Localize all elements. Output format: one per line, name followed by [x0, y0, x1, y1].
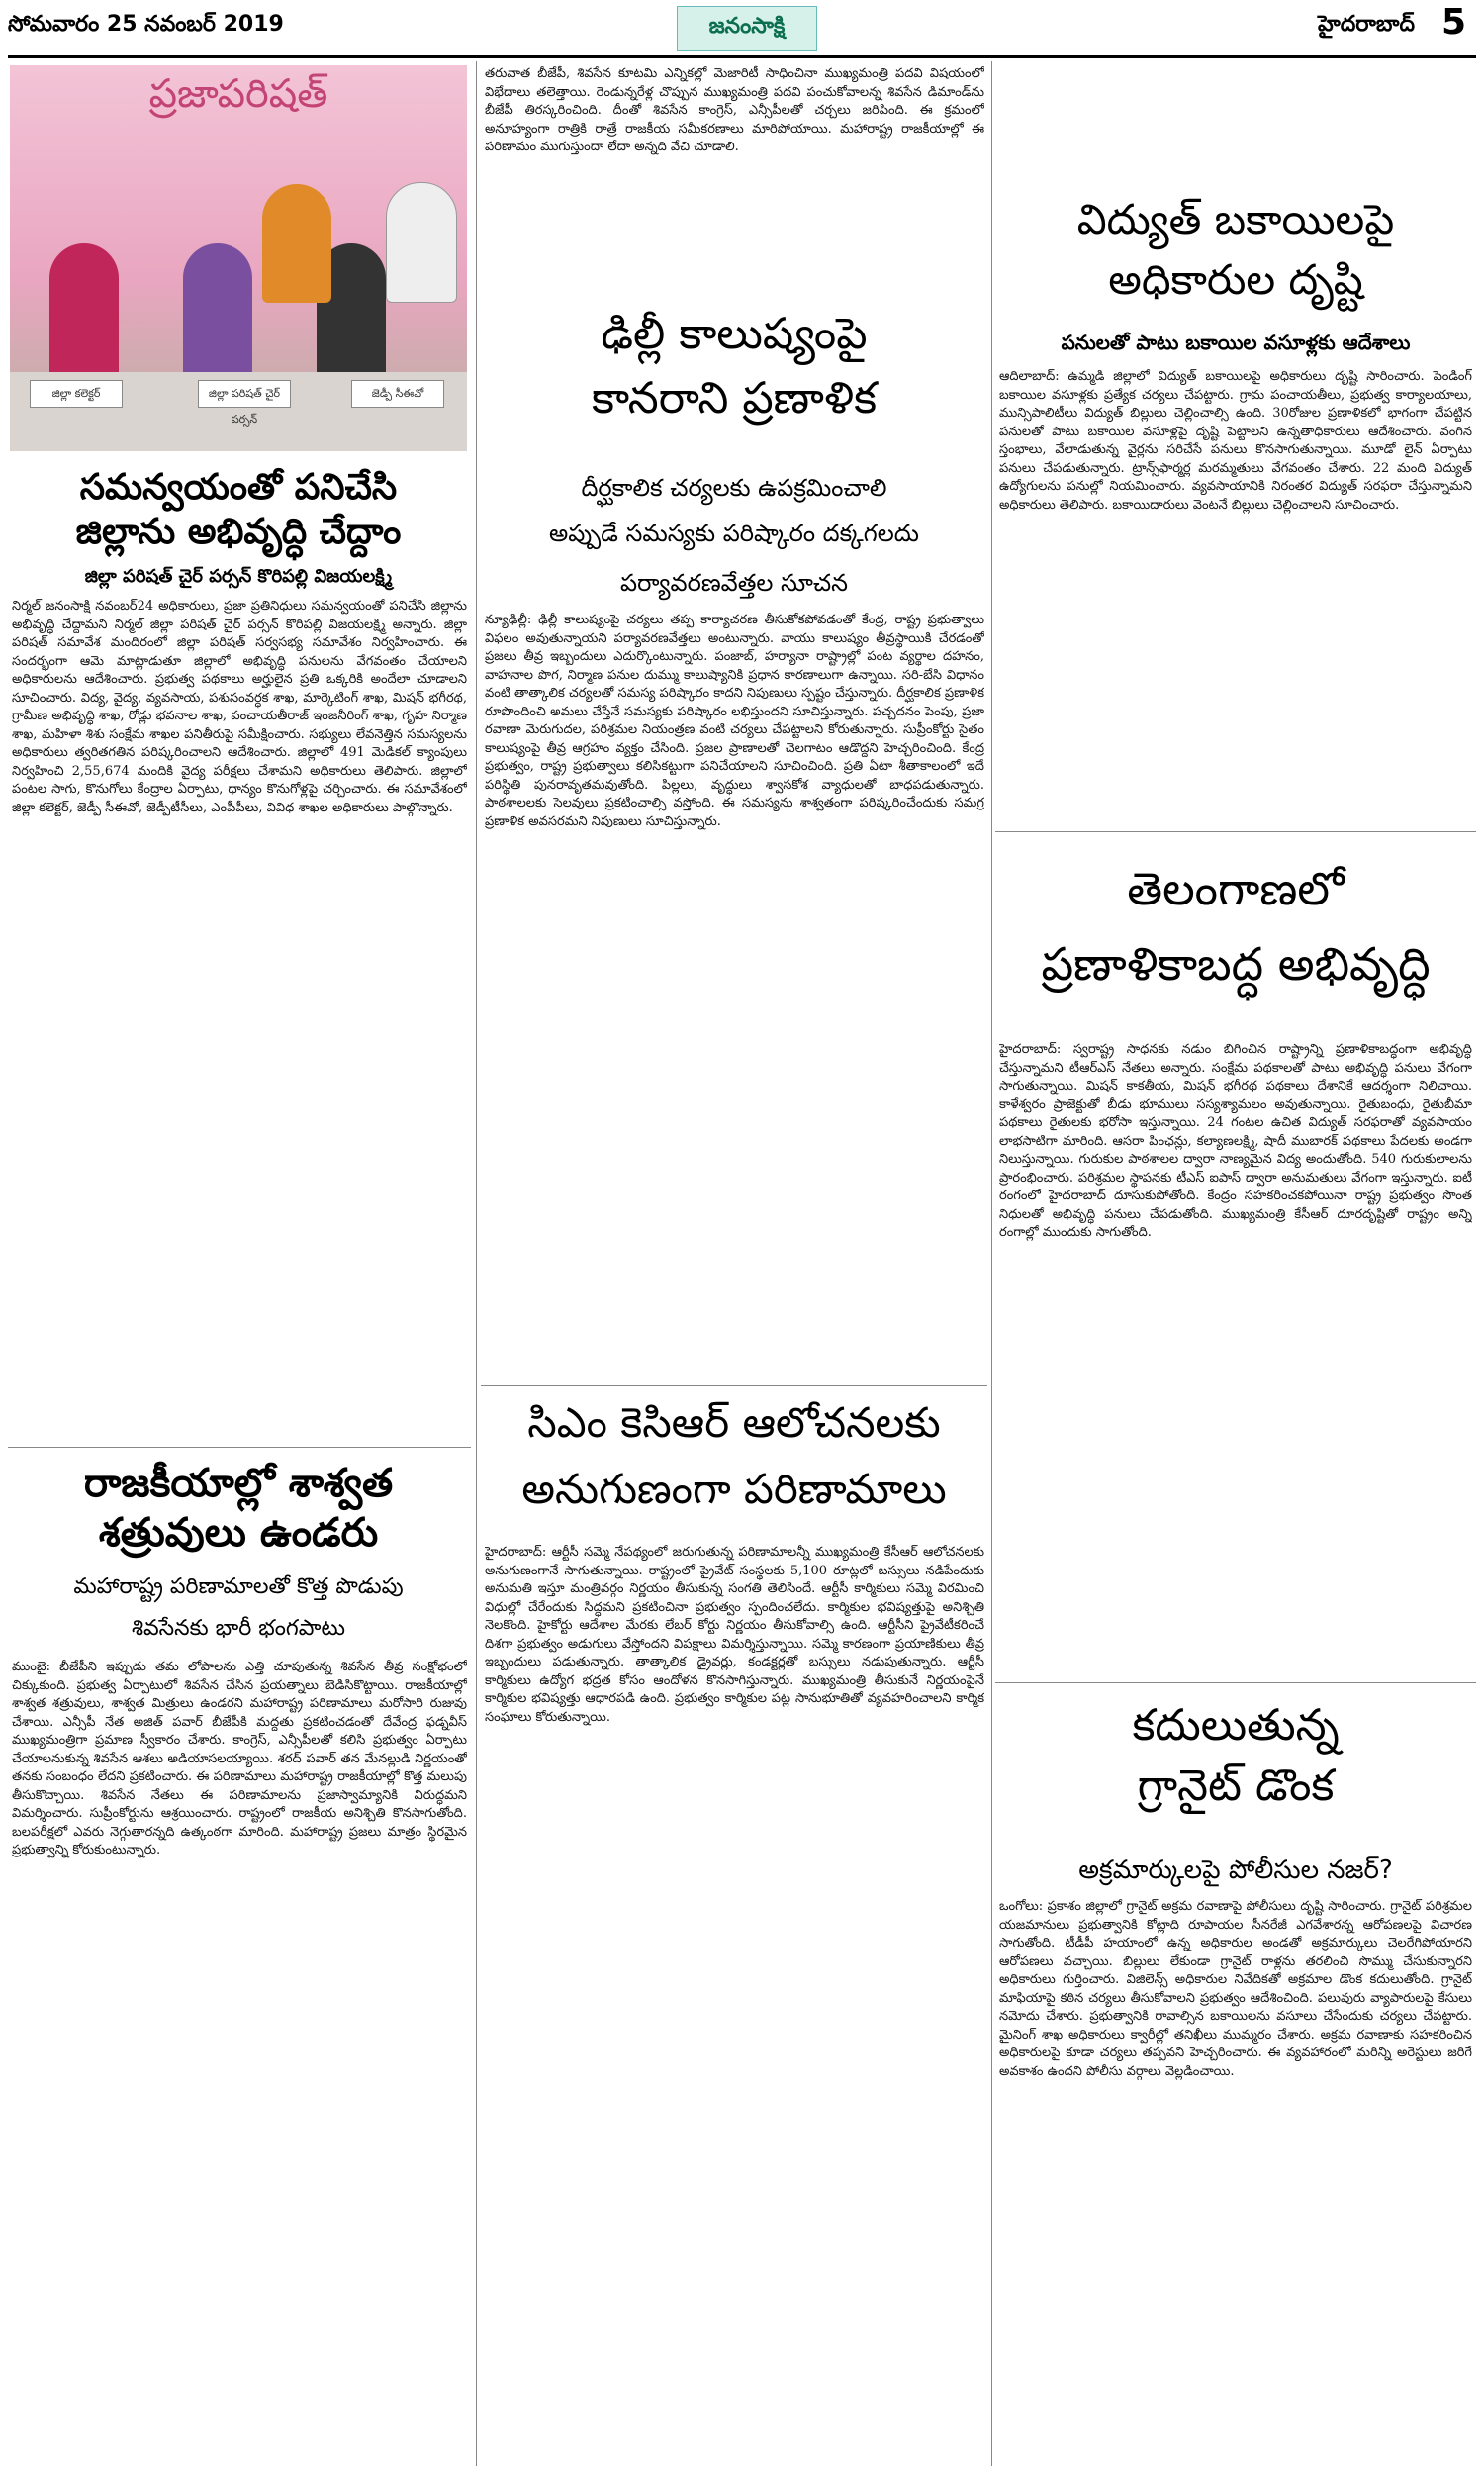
subhead-delhi-1: దీర్ఘకాలిక చర్యలకు ఉపక్రమించాలి — [581, 474, 887, 502]
person-figure — [262, 184, 331, 303]
headline-samanvayam — [8, 465, 469, 554]
headline-line: ప్రణాళికాబద్ధ అభివృద్ధి — [1041, 936, 1431, 991]
article-body-shatruvulu: ముంబై: బీజేపీని ఇప్పుడు తమ లోపాలను ఎత్తి చూపుతున్న శివసేన తీవ్ర సంక్షోభంలో చిక్కుకుంది. ప్రభుత్వ ఏర్పాటులో శివసేన చేసిన ప్రయత్నాలు బెడిసికొట్టాయి. రాజకీయాల్లో శాశ్వత శత్రువులు, శాశ్వత మిత్రులు ఉండరని మహారాష్ట్ర పరిణామాలు మరోసారి రుజువు చేశాయి. ఎన్సీపీ నేత అజిత్ పవార్ బీజేపీకి మద్దతు ప్రకటించడంతో దేవేంద్ర ఫడ్నవీస్ ముఖ్యమంత్రిగా ప్రమాణ స్వీకారం చేశారు. కాంగ్రెస్, ఎన్సీపీలతో కలిసి ప్రభుత్వం ఏర్పాటు చేయాలనుకున్న శివసేన ఆశలు అడియాసలయ్యాయి. శరద్ పవార్ తన మేనల్లుడి నిర్ణయంతో తనకు సంబంధం లేదని ప్రకటించారు. ఈ పరిణామాలు మహారాష్ట్ర రాజకీయాల్లో కొత్త మలుపు తీసుకొచ్చాయి. శివసేన నేతలు ఈ పరిణామాలను ప్రజాస్వామ్యానికి విరుద్ధమని విమర్శించారు. సుప్రీంకోర్టును ఆశ్రయించారు. రాష్ట్రంలో రాజకీయ అనిశ్చితి కొనసాగుతోంది. బలపరీక్షలో ఎవరు నెగ్గుతారన్నది ఉత్కంఠగా మారింది. మహారాష్ట్ర ప్రజలు మాత్రం స్థిరమైన ప్రభుత్వాన్ని కోరుకుంటున్నారు. — [12, 1660, 467, 1857]
page-number: 5 — [1440, 2, 1466, 43]
article-body-continuation: తరువాత బీజేపీ, శివసేన కూటమి ఎన్నికల్లో మెజారిటీ సాధించినా ముఖ్యమంత్రి పదవి విషయంలో విభేదాలు తలెత్తాయి. రెండున్నరేళ్ల చొప్పున ముఖ్యమంత్రి పదవి పంచుకోవాలన్న శివసేన డిమాండ్‌ను బీజేపీ తిరస్కరించింది. దీంతో శివసేన కాంగ్రెస్, ఎన్సీపీలతో చర్చలు జరిపింది. ఈ క్రమంలో అనూహ్యంగా రాత్రికి రాత్రే రాజకీయ సమీకరణాలు మారిపోయాయి. మహారాష్ట్ర రాజకీయాల్లో ఈ పరిణామం ముగుస్తుందా లేదా అన్నది వేచి చూడాలి. — [485, 66, 984, 154]
subhead-shatruvulu-2: శివసేనకు భారీ భంగపాటు — [131, 1616, 346, 1641]
headline-line: రాజకీయాల్లో శాశ్వత — [83, 1461, 394, 1506]
event-photo — [10, 65, 467, 451]
headline-line: అధికారుల దృష్టి — [1108, 254, 1363, 304]
headline-line: విద్యుత్ బకాయిలపై — [1076, 195, 1395, 243]
article-body-samanvayam: నిర్మల్ జనంసాక్షి నవంబర్24 అధికారులు, ప్రజా ప్రతినిధులు సమన్వయంతో పనిచేసి జిల్లాను అభివృద్ధి చేద్దామని నిర్మల్ జిల్లా పరిషత్ చైర్ పర్సన్ కొరిపల్లి విజయలక్ష్మి అన్నారు. జిల్లా పరిషత్ సమావేశ మందిరంలో జిల్లా పరిషత్ సర్వసభ్య సమావేశం నిర్వహించారు. ఈ సందర్భంగా ఆమె మాట్లాడుతూ జిల్లాలో అభివృద్ధి పనులను వేగవంతం చేయాలని అధికారులను ఆదేశించారు. ప్రభుత్వ పథకాలు అర్హులైన ప్రతి ఒక్కరికి అందేలా చూడాలని సూచించారు. విద్య, వైద్య, వ్యవసాయ, పశుసంవర్ధక శాఖ, మార్కెటింగ్ శాఖ, మిషన్ భగీరథ, గ్రామీణ అభివృద్ధి శాఖ, రోడ్లు భవనాల శాఖ, పంచాయతీరాజ్ ఇంజనీరింగ్ శాఖ, గృహ నిర్మాణ శాఖ, మహిళా శిశు సంక్షేమ శాఖల పనితీరుపై సమీక్షించారు. సభ్యులు లేవనెత్తిన సమస్యలను అధికారులు త్వరితగతిన పరిష్కరించాలని ఆదేశించారు. జిల్లాలో 491 మెడికల్ క్యాంపులు నిర్వహించి 2,55,674 మందికి వైద్య పరీక్షలు చేశామని అధికారులు తెలిపారు. జిల్లాలో పంటల సాగు, కొనుగోలు కేంద్రాల ఏర్పాటు, ధాన్యం కొనుగోళ్లపై చర్చించారు. ఈ సమావేశంలో జిల్లా కలెక్టర్, జెడ్పీ సీఈవో, జెడ్పీటీసీలు, ఎంపీపీలు, వివిధ శాఖల అధికారులు పాల్గొన్నారు. — [12, 599, 467, 815]
person-figure — [386, 182, 457, 303]
subhead-shatruvulu-1: మహారాష్ట్ర పరిణామాలతో కొత్త పొడుపు — [73, 1574, 404, 1599]
nameplate: జెడ్పీ సీఈవో — [351, 380, 444, 408]
issue-date: సోమవారం 25 నవంబర్ 2019 — [8, 12, 284, 37]
article-body-kcr: హైదరాబాద్: ఆర్టీసీ సమ్మె నేపథ్యంలో జరుగుతున్న పరిణామాలన్నీ ముఖ్యమంత్రి కేసీఆర్ ఆలోచనలకు అనుగుణంగానే సాగుతున్నాయి. రాష్ట్రంలో ప్రైవేట్ సంస్థలకు 5,100 రూట్లలో బస్సులు నడిపేందుకు అనుమతి ఇస్తూ మంత్రివర్గం నిర్ణయం తీసుకున్న సంగతి తెలిసిందే. ఆర్టీసీ కార్మికులు సమ్మె విరమించి విధుల్లో చేరేందుకు సిద్ధమని ప్రకటించినా ప్రభుత్వం స్పందించలేదు. కార్మికుల భవిష్యత్తుపై అనిశ్చితి నెలకొంది. హైకోర్టు ఆదేశాల మేరకు లేబర్ కోర్టు నిర్ణయం తీసుకోవాల్సి ఉంది. ఆర్టీసీని ప్రైవేటీకరించే దిశగా ప్రభుత్వం అడుగులు వేస్తోందని విపక్షాలు విమర్శిస్తున్నాయి. సమ్మె కారణంగా ప్రయాణికులు తీవ్ర ఇబ్బందులు పడుతున్నారు. తాత్కాలిక డ్రైవర్లు, కండక్టర్లతో బస్సులు నడుపుతున్నారు. ఆర్టీసీ కార్మికులు ఉద్యోగ భద్రత కోసం ఆందోళన కొనసాగిస్తున్నారు. ముఖ్యమంత్రి తీసుకునే నిర్ణయంపైనే కార్మికుల భవిష్యత్తు ఆధారపడి ఉంది. ప్రభుత్వం కార్మికుల పట్ల సానుభూతితో వ్యవహరించాలని కార్మిక సంఘాలు కోరుతున్నాయి. — [485, 1545, 984, 1725]
headline-telangana — [995, 861, 1476, 993]
headline-granite — [995, 1698, 1476, 1813]
headline-delhi — [481, 307, 987, 426]
headline-line: సమన్వయంతో పనిచేసి — [79, 467, 398, 508]
headline-line: జిల్లాను అభివృద్ధి చేద్దాం — [75, 512, 402, 552]
photo-banner-text: ప్రజాపరిషత్ — [148, 71, 328, 117]
newspaper-logo: జనంసాక్షి — [677, 6, 817, 51]
column-divider — [991, 61, 992, 2466]
masthead-rule — [8, 55, 1476, 58]
person-figure — [49, 243, 119, 392]
article-body-telangana: హైదరాబాద్: స్వరాష్ట్ర సాధనకు నడుం బిగించిన రాష్ట్రాన్ని ప్రణాళికాబద్ధంగా అభివృద్ధి చేస్తున్నామని టీఆర్ఎస్ నేతలు అన్నారు. సంక్షేమ పథకాలతో పాటు అభివృద్ధి పనులు వేగంగా సాగుతున్నాయి. మిషన్ కాకతీయ, మిషన్ భగీరథ పథకాలు దేశానికే ఆదర్శంగా నిలిచాయి. కాళేశ్వరం ప్రాజెక్టుతో బీడు భూములు సస్యశ్యామలం అవుతున్నాయి. రైతుబంధు, రైతుబీమా పథకాలు రైతులకు భరోసా ఇస్తున్నాయి. 24 గంటల ఉచిత విద్యుత్ సరఫరాతో వ్యవసాయం లాభసాటిగా మారింది. ఆసరా పింఛన్లు, కల్యాణలక్ష్మి, షాదీ ముబారక్ పథకాలు పేదలకు అండగా నిలుస్తున్నాయి. గురుకుల పాఠశాలల ద్వారా నాణ్యమైన విద్య అందుతోంది. 540 గురుకులాలను ప్రారంభించారు. పరిశ్రమల స్థాపనకు టీఎస్ ఐపాస్ ద్వారా అనుమతులు వేగంగా ఇస్తున్నారు. ఐటీ రంగంలో హైదరాబాద్ దూసుకుపోతోంది. కేంద్రం సహకరించకపోయినా రాష్ట్ర ప్రభుత్వం సొంత నిధులతో అభివృద్ధి పనులు చేపడుతోంది. ముఖ్యమంత్రి కేసీఆర్ దూరదృష్టితో రాష్ట్రం అన్ని రంగాల్లో ముందుకు సాగుతోంది. — [999, 1042, 1472, 1240]
headline-line: అనుగుణంగా పరిణామాలు — [521, 1464, 947, 1513]
section-divider — [481, 1385, 987, 1386]
subhead-delhi-3: పర్యావరణవేత్తల సూచన — [619, 569, 848, 597]
subhead-samanvayam: జిల్లా పరిషత్ చైర్ పర్సన్ కొరిపల్లి విజయలక్ష్మి — [84, 566, 393, 587]
headline-line: సిఎం కెసిఆర్ ఆలోచనలకు — [527, 1398, 941, 1447]
article-body-delhi: న్యూఢిల్లీ: ఢిల్లీ కాలుష్యంపై చర్యలు తప్ప కార్యాచరణ తీసుకోకపోవడంతో కేంద్ర, రాష్ట్ర ప్రభుత్వాలు విఫలం అవుతున్నాయని పర్యావరణవేత్తలు అంటున్నారు. వాయు కాలుష్యం తీవ్రస్థాయికి చేరడంతో ప్రజలు తీవ్ర ఇబ్బందులు ఎదుర్కొంటున్నారు. పంజాబ్, హర్యానా రాష్ట్రాల్లో పంట వ్యర్థాల దహనం, వాహనాల పొగ, నిర్మాణ పనుల దుమ్ము కాలుష్యానికి ప్రధాన కారణాలుగా ఉన్నాయి. సరి-బేసి విధానం వంటి తాత్కాలిక చర్యలతో సమస్య పరిష్కారం కాదని నిపుణులు స్పష్టం చేస్తున్నారు. దీర్ఘకాలిక ప్రణాళిక రూపొందించి అమలు చేస్తేనే సమస్యకు పరిష్కారం లభిస్తుందని సూచిస్తున్నారు. పచ్చదనం పెంపు, ప్రజా రవాణా మెరుగుదల, పరిశ్రమల నియంత్రణ వంటి చర్యలు చేపట్టాలని కోరుతున్నారు. సుప్రీంకోర్టు సైతం కాలుష్యంపై తీవ్ర ఆగ్రహం వ్యక్తం చేసింది. ప్రజల ప్రాణాలతో చెలగాటం ఆడొద్దని హెచ్చరించింది. కేంద్ర ప్రభుత్వం, రాష్ట్ర ప్రభుత్వాలు కలిసికట్టుగా పనిచేయాలని సూచించింది. ప్రతి ఏటా శీతాకాలంలో ఇదే పరిస్థితి పునరావృతమవుతోంది. పిల్లలు, వృద్ధులు శ్వాసకోశ వ్యాధులతో బాధపడుతున్నారు. పాఠశాలలకు సెలవులు ప్రకటించాల్సి వస్తోంది. ఈ సమస్యను శాశ్వతంగా పరిష్కరించేందుకు సమగ్ర ప్రణాళిక అవసరమని నిపుణులు సూచిస్తున్నారు. — [485, 613, 984, 829]
subhead-delhi-2: అప్పుడే సమస్యకు పరిష్కారం దక్కగలదు — [549, 520, 919, 547]
subhead-granite: అక్రమార్కులపై పోలీసుల నజర్? — [1078, 1856, 1393, 1885]
headline-line: కానరాని ప్రణాళిక — [591, 373, 878, 424]
edition-city: హైదరాబాద్ — [1318, 12, 1415, 37]
section-divider — [8, 1447, 471, 1448]
nameplate: జిల్లా పరిషత్ చైర్ పర్సన్ — [198, 380, 291, 408]
headline-kcr — [481, 1397, 987, 1515]
masthead — [0, 0, 1484, 61]
headline-vidyut — [995, 194, 1476, 306]
subhead-vidyut: పనులతో పాటు బకాయిల వసూళ్లకు ఆదేశాలు — [1061, 331, 1411, 354]
headline-shatruvulu — [8, 1459, 469, 1558]
article-body-vidyut: ఆదిలాబాద్: ఉమ్మడి జిల్లాలో విద్యుత్ బకాయిలపై అధికారులు దృష్టి సారించారు. పెండింగ్ బకాయిల వసూళ్లకు ప్రత్యేక చర్యలు చేపట్టారు. గ్రామ పంచాయతీలు, ప్రభుత్వ కార్యాలయాలు, మున్సిపాలిటీలు విద్యుత్ బిల్లులు చెల్లించాల్సి ఉంది. 30రోజుల ప్రణాళికలో భాగంగా చేపట్టిన పనులతో పాటు బకాయిల వసూళ్లపై దృష్టి పెట్టాలని ఉన్నతాధికారులు ఆదేశించారు. వంగిన స్తంభాలు, వేలాడుతున్న వైర్లను సరిచేసే పనులు కొనసాగుతున్నాయి. మూడో లైన్ ఏర్పాటు పనులు చేపడుతున్నారు. ట్రాన్స్‌ఫార్మర్ల మరమ్మతులు వేగవంతం చేశారు. 22 మంది విద్యుత్ ఉద్యోగులను పనుల్లో నియమించారు. వ్యవసాయానికి నిరంతర విద్యుత్ సరఫరా చేస్తున్నామని అధికారులు తెలిపారు. బకాయిదారులు వెంటనే బిల్లులు చెల్లించాలని సూచించారు. — [999, 369, 1472, 513]
headline-line: కదులుతున్న — [1132, 1700, 1340, 1751]
person-figure — [183, 243, 252, 392]
headline-line: తెలంగాణలో — [1127, 862, 1345, 915]
headline-line: ఢిల్లీ కాలుష్యంపై — [601, 309, 868, 359]
section-divider — [995, 831, 1476, 832]
nameplate: జిల్లా కలెక్టర్ — [30, 380, 123, 408]
column-divider — [476, 61, 477, 2466]
section-divider — [995, 1682, 1476, 1683]
headline-line: గ్రానైట్ డొంక — [1137, 1761, 1335, 1811]
headline-line: శత్రువులు ఉండరు — [98, 1510, 379, 1556]
article-body-granite: ఒంగోలు: ప్రకాశం జిల్లాలో గ్రానైట్ అక్రమ రవాణాపై పోలీసులు దృష్టి సారించారు. గ్రానైట్ పరిశ్రమల యజమానులు ప్రభుత్వానికి కోట్లాది రూపాయల సీనరేజీ ఎగవేశారన్న ఆరోపణలపై విచారణ సాగుతోంది. టీడీపీ హయాంలో ఉన్న అధికారుల అండతో అక్రమార్కులు చెలరేగిపోయారని ఆరోపణలు వచ్చాయి. బిల్లులు లేకుండా గ్రానైట్ రాళ్లను తరలించి సొమ్ము చేసుకున్నారని అధికారులు గుర్తించారు. విజిలెన్స్ అధికారుల నివేదికతో అక్రమాల డొంక కదులుతోంది. గ్రానైట్ మాఫియాపై కఠిన చర్యలు తీసుకోవాలని ప్రభుత్వం ఆదేశించింది. పలువురు వ్యాపారులపై కేసులు నమోదు చేశారు. ప్రభుత్వానికి రావాల్సిన బకాయిలను వసూలు చేసేందుకు చర్యలు చేపట్టారు. మైనింగ్ శాఖ అధికారులు క్వారీల్లో తనిఖీలు ముమ్మరం చేశారు. అక్రమ రవాణాకు సహకరించిన అధికారులపై కూడా చర్యలు తప్పవని హెచ్చరించారు. ఈ వ్యవహారంలో మరిన్ని అరెస్టులు జరిగే అవకాశం ఉందని పోలీసు వర్గాలు వెల్లడించాయి. — [999, 1899, 1472, 2079]
